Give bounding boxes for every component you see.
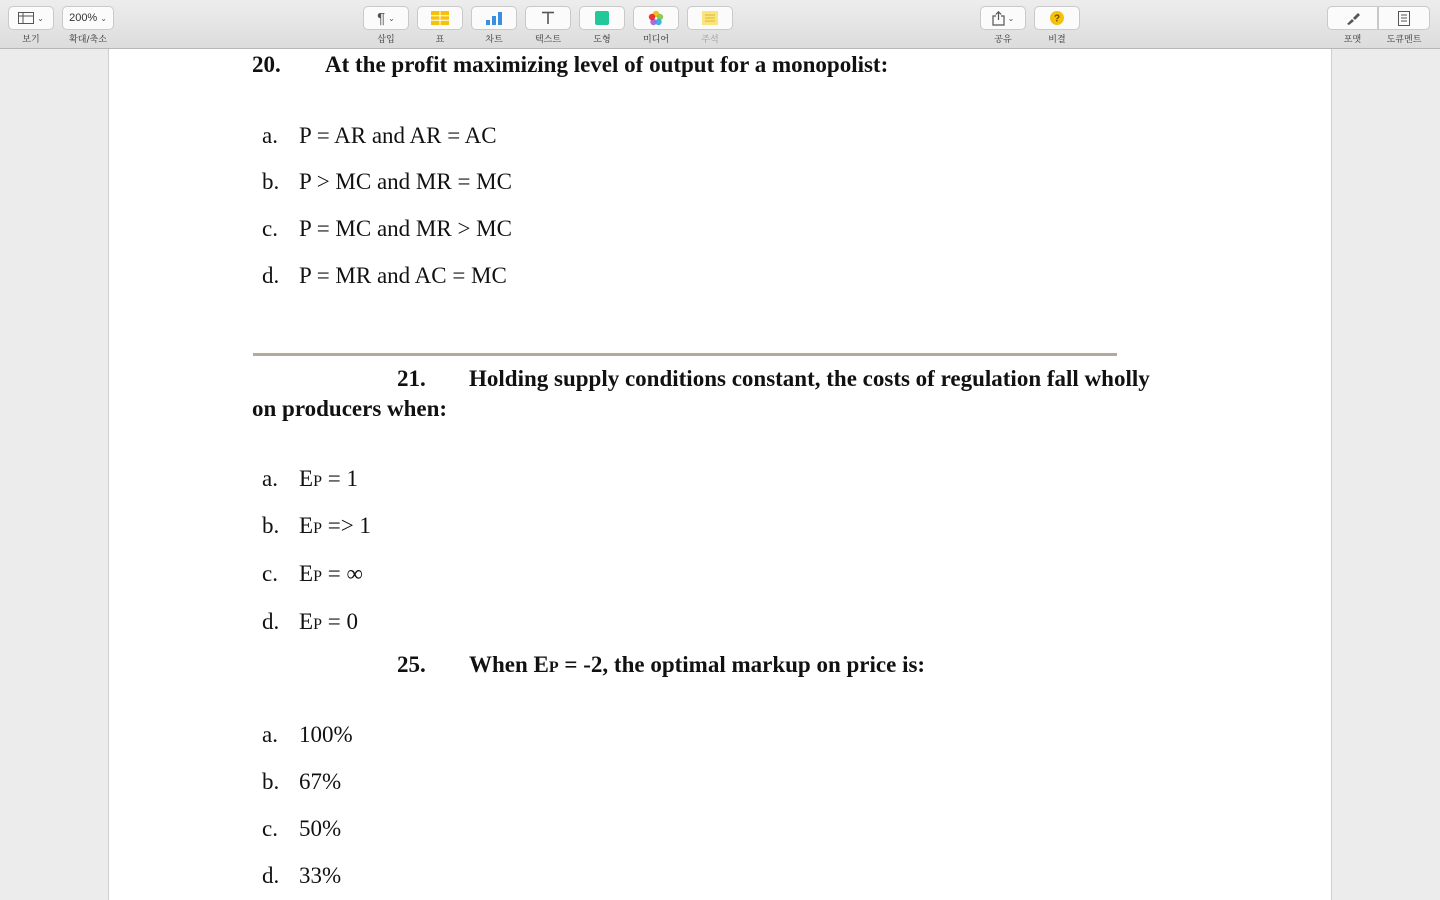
comment-control[interactable] bbox=[687, 6, 733, 45]
option-letter: c. bbox=[262, 561, 278, 586]
option-text bbox=[299, 466, 358, 492]
option-text bbox=[299, 609, 358, 635]
document-control[interactable] bbox=[1378, 6, 1430, 45]
table-control[interactable] bbox=[417, 6, 463, 45]
elasticity-subscript: P bbox=[313, 520, 322, 537]
option-text: 67% bbox=[299, 769, 342, 794]
option-letter: d. bbox=[262, 863, 280, 888]
document-body[interactable] bbox=[109, 49, 1333, 900]
zoom-select[interactable] bbox=[62, 6, 114, 30]
table-label: 표 bbox=[435, 35, 445, 45]
question-number: 20. bbox=[252, 52, 281, 77]
horizontal-rule bbox=[253, 353, 1117, 356]
option-letter: b. bbox=[262, 769, 280, 794]
insert-label: 삽입 bbox=[377, 35, 395, 45]
chevron-down-icon: ⌄ bbox=[37, 13, 44, 23]
media-button[interactable] bbox=[633, 6, 679, 30]
question-text: At the profit maximizing level of output for a monopolist: bbox=[325, 52, 889, 77]
option-text: P = MR and AC = MC bbox=[299, 263, 507, 288]
question-number: 21. bbox=[397, 366, 426, 391]
table-button[interactable] bbox=[417, 6, 463, 30]
view-button[interactable] bbox=[8, 6, 54, 30]
chart-label: 차트 bbox=[485, 35, 503, 45]
document-page[interactable] bbox=[108, 49, 1332, 900]
elasticity-subscript: P bbox=[313, 473, 322, 490]
text-icon bbox=[541, 11, 555, 25]
option-letter: c. bbox=[262, 816, 278, 841]
svg-text:?: ? bbox=[1053, 13, 1061, 25]
view-label: 보기 bbox=[22, 35, 40, 45]
option-value: = 0 bbox=[321, 609, 358, 634]
option-text: P = MC and MR > MC bbox=[299, 216, 512, 241]
chart-control[interactable] bbox=[471, 6, 517, 45]
format-button[interactable] bbox=[1327, 6, 1378, 30]
shape-label: 도형 bbox=[593, 35, 611, 45]
insert-button[interactable] bbox=[363, 6, 409, 30]
option-letter: a. bbox=[262, 123, 278, 148]
elasticity-subscript: P bbox=[313, 616, 322, 633]
view-control[interactable] bbox=[8, 6, 54, 45]
question-text-part: = -2, the optimal markup on price is: bbox=[558, 652, 926, 677]
question-text: Holding supply conditions constant, the costs of regulation fall wholly bbox=[469, 366, 1150, 391]
option-text bbox=[299, 513, 371, 539]
zoom-label: 확대/축소 bbox=[69, 35, 107, 45]
share-button[interactable] bbox=[980, 6, 1026, 30]
zoom-control[interactable] bbox=[62, 6, 114, 45]
media-control[interactable] bbox=[633, 6, 679, 45]
tips-button[interactable] bbox=[1034, 6, 1080, 30]
option-letter: a. bbox=[262, 466, 278, 491]
comment-button[interactable] bbox=[687, 6, 733, 30]
text-button[interactable] bbox=[525, 6, 571, 30]
document-button[interactable] bbox=[1378, 6, 1430, 30]
question-text-continuation: on producers when: bbox=[252, 396, 448, 421]
format-label: 포맷 bbox=[1343, 35, 1362, 45]
chevron-down-icon: ⌄ bbox=[388, 13, 395, 23]
chevron-down-icon: ⌄ bbox=[1007, 13, 1015, 23]
option-value: = 1 bbox=[321, 466, 358, 491]
chevron-down-icon: ⌄ bbox=[100, 13, 107, 23]
elasticity-symbol: E bbox=[299, 609, 314, 634]
question-number: 25. bbox=[397, 652, 426, 677]
pilcrow-icon: ¶ bbox=[377, 9, 386, 27]
tips-label: 비결 bbox=[1048, 35, 1066, 45]
format-control[interactable] bbox=[1327, 6, 1378, 45]
option-text: 33% bbox=[299, 863, 342, 888]
canvas-background bbox=[0, 49, 108, 900]
sidebar-view-icon bbox=[18, 12, 34, 24]
option-letter: c. bbox=[262, 216, 278, 241]
share-icon bbox=[992, 11, 1005, 26]
comment-label: 주석 bbox=[701, 35, 719, 45]
shape-icon bbox=[595, 11, 609, 25]
option-letter: b. bbox=[262, 513, 280, 538]
elasticity-subscript: P bbox=[548, 659, 559, 676]
option-text: P = AR and AR = AC bbox=[299, 123, 497, 148]
elasticity-subscript: P bbox=[313, 568, 322, 585]
option-text: P > MC and MR = MC bbox=[299, 169, 512, 194]
share-label: 공유 bbox=[994, 35, 1012, 45]
option-text bbox=[299, 561, 363, 587]
chart-button[interactable] bbox=[471, 6, 517, 30]
bar-chart-icon bbox=[485, 11, 503, 25]
text-control[interactable] bbox=[525, 6, 571, 45]
question-text-part: When E bbox=[469, 652, 549, 677]
option-letter: d. bbox=[262, 609, 280, 634]
elasticity-symbol: E bbox=[299, 561, 314, 586]
help-icon bbox=[1050, 11, 1064, 25]
option-value: => 1 bbox=[321, 513, 371, 538]
document-label: 도큐멘트 bbox=[1386, 35, 1422, 45]
table-icon bbox=[431, 11, 449, 25]
option-text: 100% bbox=[299, 722, 353, 747]
comment-icon bbox=[702, 11, 718, 25]
tips-control[interactable] bbox=[1034, 6, 1080, 45]
option-value: = ∞ bbox=[321, 561, 363, 586]
option-letter: d. bbox=[262, 263, 280, 288]
zoom-value: 200% bbox=[69, 12, 98, 24]
share-control[interactable] bbox=[980, 6, 1026, 45]
option-letter: a. bbox=[262, 722, 278, 747]
media-label: 미디어 bbox=[642, 35, 670, 45]
elasticity-symbol: E bbox=[299, 466, 314, 491]
toolbar bbox=[0, 0, 1440, 49]
option-text: 50% bbox=[299, 816, 342, 841]
option-letter: b. bbox=[262, 169, 280, 194]
document-icon bbox=[1398, 11, 1410, 26]
shape-button[interactable] bbox=[579, 6, 625, 30]
question-text bbox=[469, 652, 925, 678]
shape-control[interactable] bbox=[579, 6, 625, 45]
elasticity-symbol: E bbox=[299, 513, 314, 538]
photos-icon bbox=[648, 10, 664, 26]
text-label: 텍스트 bbox=[534, 35, 562, 45]
insert-control[interactable] bbox=[363, 6, 409, 45]
paintbrush-icon bbox=[1345, 11, 1361, 25]
